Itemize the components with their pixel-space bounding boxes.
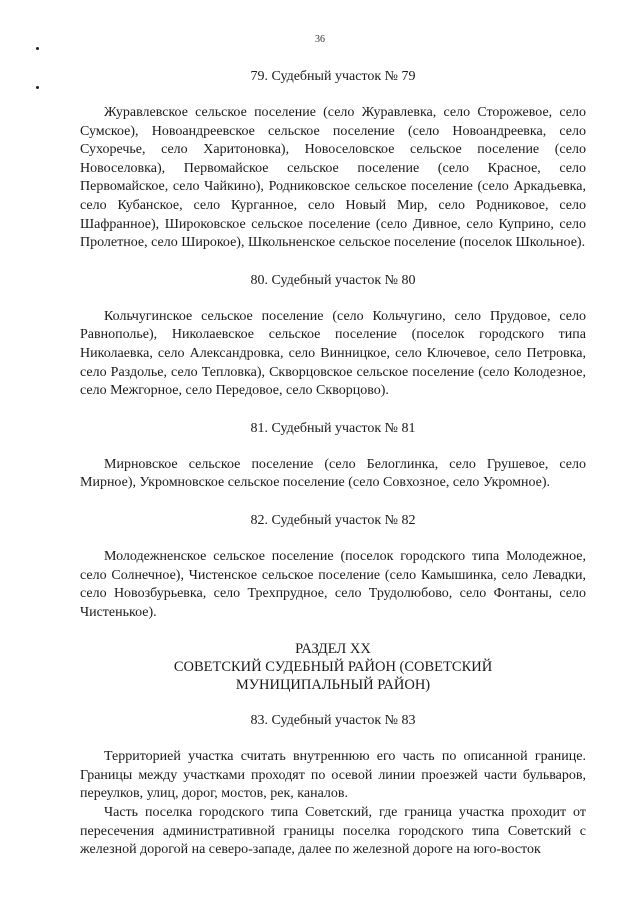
section-text-81: Мирновское сельское поселение (село Белоглинка, село Грушевое, село Мирное), Укромновское сельское поселение (село Совхозное, село Укромное). (80, 456, 586, 491)
razdel-title-line3: МУНИЦИПАЛЬНЫЙ РАЙОН) (235, 677, 431, 694)
margin-mark (36, 86, 39, 89)
razdel-title-line1: РАЗДЕЛ XX (295, 641, 371, 658)
section-text-79: Журавлевское сельское поселение (село Журавлевка, село Сторожевое, село Сумское), Новоандреевское сельское поселение (село Новоандреевка, село Сухоречье, село Харитоновка), Новоселовское сельское поселение (село Новоселовка), Первомайское сельское поселение (село Красное, село Первомайское, село Чайкино), Родниковское сельское поселение (село Аркадьевка, село Кубанское, село Курганное, село Новый Мир, село Родниковое, село Шафранное), Широковское сельское поселение (село Дивное, село Куприно, село Пролетное, село Широкое), Школьненское сельское поселение (поселок Школьное). (80, 105, 586, 251)
page-number: 36 (315, 34, 325, 45)
section-heading-80: 80. Судебный участок № 80 (250, 272, 416, 288)
section-text-83-p2: Часть поселка городского типа Советский, где граница участка проходит от пересечения административной границы поселка городского типа Советский с железной дорогой на северо-западе, далее по железной дороге на юго-восток (80, 805, 586, 858)
section-heading-79: 79. Судебный участок № 79 (250, 69, 416, 84)
section-heading-83: 83. Судебный участок № 83 (250, 713, 416, 729)
document-body (80, 68, 586, 860)
margin-mark (36, 47, 39, 50)
section-text-80: Кольчугинское сельское поселение (село Кольчугино, село Прудовое, село Равнополье), Николаевское сельское поселение (поселок городского типа Николаевка, село Александровка, село Винницкое, село Ключевое, село Петровка, село Раздолье, село Тепловка), Скворцовское сельское поселение (село Колодезное, село Межгорное, село Передовое, село Скворцово). (80, 308, 586, 399)
razdel-title-line2: СОВЕТСКИЙ СУДЕБНЫЙ РАЙОН (СОВЕТСКИЙ (173, 659, 493, 676)
section-text-82: Молодежненское сельское поселение (поселок городского типа Молодежное, село Солнечное), Чистенское сельское поселение (село Камышинка, село Левадки, село Новозбурьевка, село Трехпрудное, село Трудолюбово, село Фонтаны, село Чистенькое). (80, 548, 586, 620)
section-text-83-p1: Территорией участка считать внутреннюю его часть по описанной границе. Границы между участками проходят по осевой линии проезжей части бульваров, переулков, улиц, дорог, мостов, рек, каналов. (80, 749, 586, 802)
section-heading-82: 82. Судебный участок № 82 (250, 512, 416, 528)
section-heading-81: 81. Судебный участок № 81 (250, 420, 416, 436)
